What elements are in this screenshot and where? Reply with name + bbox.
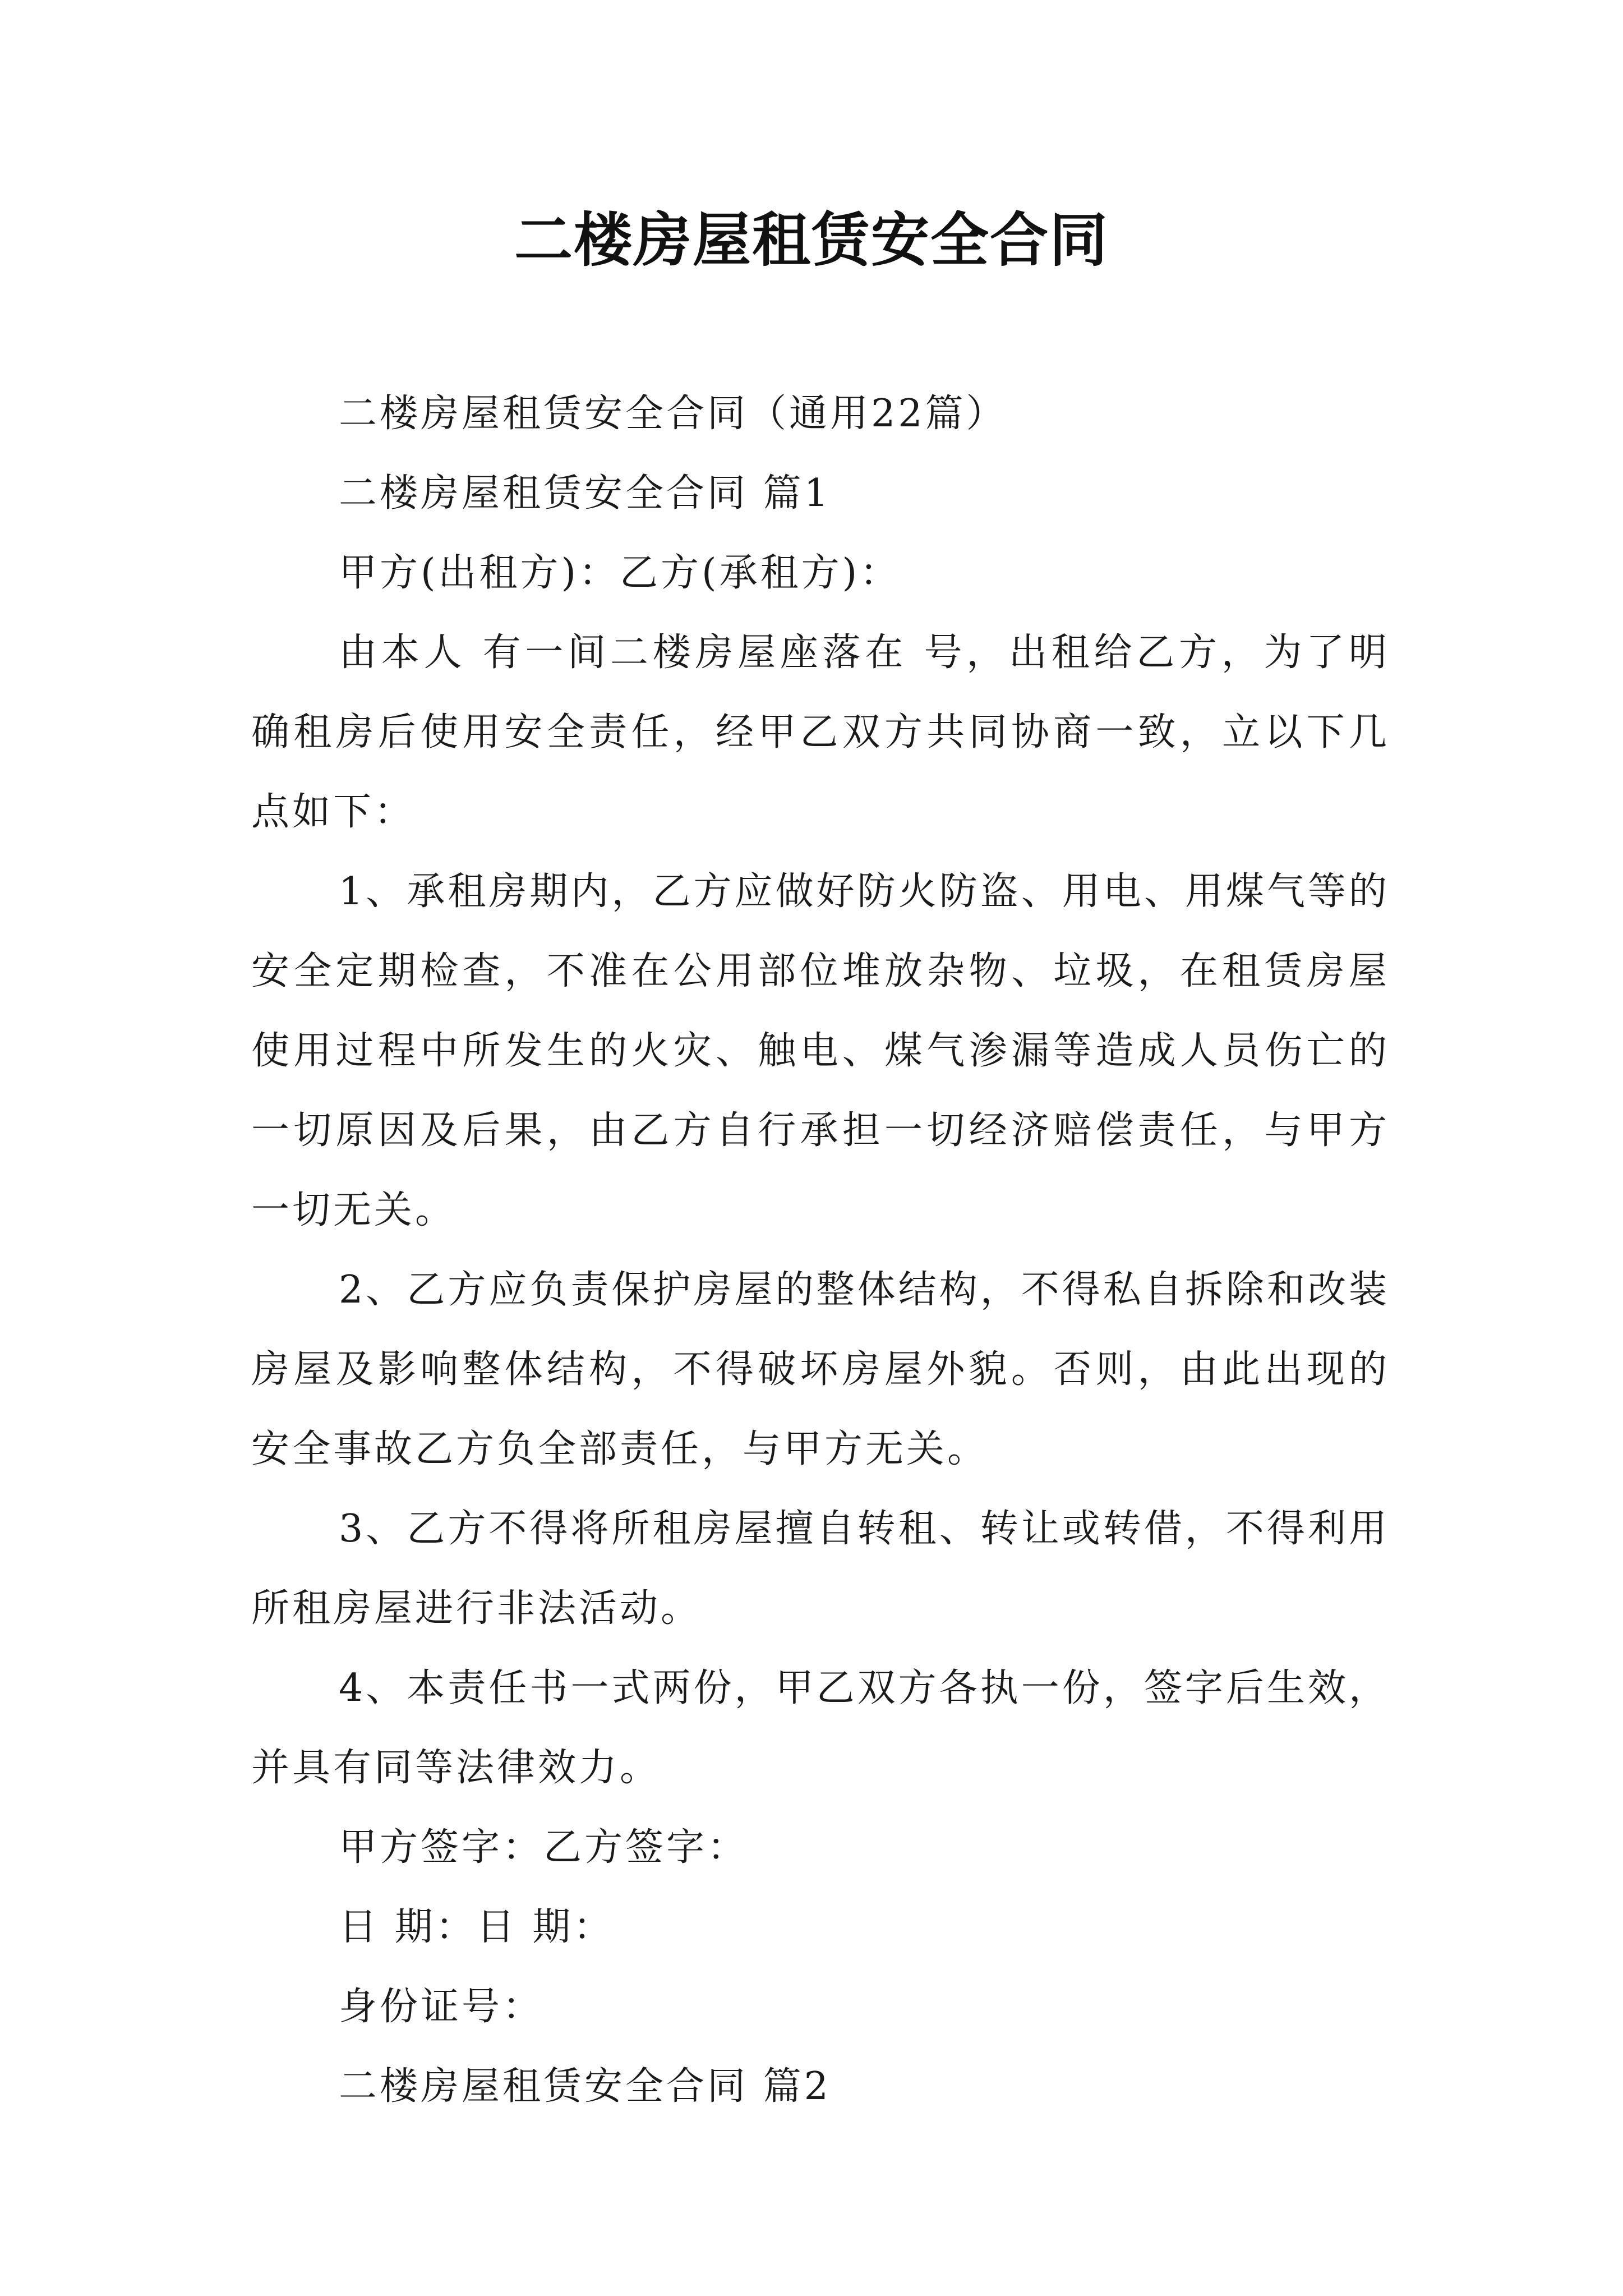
parties-line: 甲方(出租方)：乙方(承租方)： [339,551,901,595]
intro-paragraph: 由本人 有一间二楼房屋座落在 号，出租给乙方，为了明确租房后使用安全责任，经甲乙双方共同协商一致，立以下几点如下： [251,631,1390,834]
date-line: 日 期：日 期： [339,1905,615,1949]
document-body [251,374,1390,2127]
clause-1: 1、承租房期内，乙方应做好防火防盗、用电、用煤气等的安全定期检查，不准在公用部位堆放杂物、垃圾，在租赁房屋使用过程中所发生的火灾、触电、煤气渗漏等造成人员伤亡的一切原因及后果，由乙方自行承担一切经济赔偿责任，与甲方一切无关。 [251,869,1390,1232]
clause-2: 2、乙方应负责保护房屋的整体结构，不得私自拆除和改装房屋及影响整体结构，不得破坏房屋外貌。否则，由此出现的安全事故乙方负全部责任，与甲方无关。 [251,1268,1390,1471]
signature-line: 甲方签字：乙方签字： [339,1825,749,1870]
document-title: 二楼房屋租赁安全合同 [514,206,1109,274]
clause-3: 3、乙方不得将所租房屋擅自转租、转让或转借，不得利用所租房屋进行非法活动。 [251,1507,1390,1631]
section-heading-1: 二楼房屋租赁安全合同 篇1 [339,471,831,516]
contract-collection-heading: 二楼房屋租赁安全合同（通用22篇） [339,392,1007,436]
id-number-line: 身份证号： [339,1985,544,2029]
section-heading-2: 二楼房屋租赁安全合同 篇2 [339,2064,831,2109]
clause-4: 4、本责任书一式两份，甲乙双方各执一份，签字后生效，并具有同等法律效力。 [251,1666,1390,1790]
